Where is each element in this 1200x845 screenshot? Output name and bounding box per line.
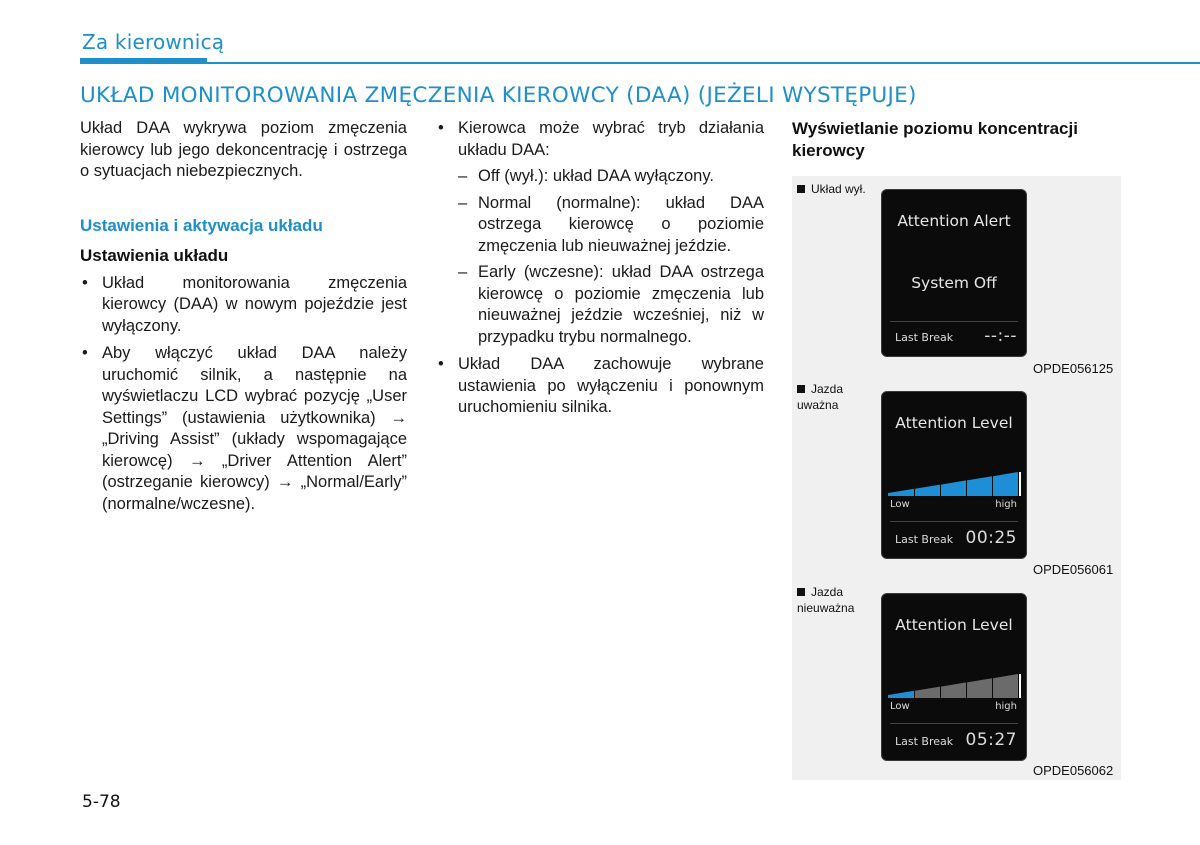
figure-code: OPDE056061 bbox=[1033, 562, 1114, 577]
bullet-item: • Kierowca może wybrać tryb działania układu DAA: bbox=[436, 118, 764, 161]
last-break-label: Last Break bbox=[895, 735, 954, 748]
figure-code: OPDE056125 bbox=[1033, 361, 1114, 376]
figure-label: Jazda nieuważna bbox=[797, 585, 855, 615]
dash-item: – Early (wczesne): układ DAA ostrzega kierowcę o poziomie zmęczenia lub nieuważnej jeździe wcześniej, niż w przypadku trybu normalnego. bbox=[456, 262, 764, 348]
figure-label: Jazda uważna bbox=[797, 382, 844, 412]
screen-title: Attention Alert bbox=[897, 212, 1011, 230]
square-bullet-icon bbox=[797, 588, 805, 596]
level-segment bbox=[941, 480, 966, 496]
level-segment bbox=[967, 678, 992, 698]
dash-item: – Normal (normalne): układ DAA ostrzega kierowcę o poziomie zmęczenia lub nieuważnej jeździe. bbox=[456, 193, 764, 258]
intro-text: Układ DAA wykrywa poziom zmęczenia kierowcy lub jego dekoncentrację i ostrzega o sytuacjach niebezpiecznych. bbox=[80, 119, 407, 180]
last-break-time: --:-- bbox=[984, 326, 1017, 346]
level-segment bbox=[915, 687, 940, 698]
level-segment bbox=[993, 472, 1018, 496]
level-segment bbox=[888, 489, 914, 496]
level-segment bbox=[941, 682, 966, 698]
subheading-settings-activation: Ustawienia i aktywacja układu bbox=[80, 215, 323, 235]
square-bullet-icon bbox=[797, 185, 805, 193]
bullet-item: • Układ monitorowania zmęczenia kierowcy (DAA) w nowym pojeździe jest wyłączony. bbox=[80, 273, 407, 338]
level-low-label: Low bbox=[890, 701, 910, 712]
square-bullet-icon bbox=[797, 385, 805, 393]
figure-label: Układ wył. bbox=[797, 181, 867, 197]
screen-status: System Off bbox=[911, 274, 997, 292]
level-end-marker bbox=[1019, 472, 1021, 496]
lcd-screen-off bbox=[881, 189, 1027, 357]
last-break-label: Last Break bbox=[895, 331, 954, 344]
bullet-item: • Układ DAA zachowuje wybrane ustawienia po wyłączeniu i ponownym uruchomieniu silnika. bbox=[436, 354, 764, 419]
last-break-time: 05:27 bbox=[965, 730, 1017, 750]
bullet-item: • Aby włączyć układ DAA należy uruchomić silnik, a następnie na wyświetlaczu LCD wybrać pozycję „User Settings” (ustawienia użytkownika) → „Driving Assist” (układy wspomagające kierowcę) → „Driver Attention Alert” (ostrzeganie kierowcy) → „Normal/Early” (normalne/wczesne). bbox=[80, 343, 407, 515]
lcd-screen-attentive bbox=[881, 391, 1027, 559]
last-break-label: Last Break bbox=[895, 533, 954, 546]
subheading-system-settings: Ustawienia układu bbox=[80, 246, 229, 265]
page-title: UKŁAD MONITOROWANIA ZMĘCZENIA KIEROWCY (DAA) (JEŻELI WYSTĘPUJE) bbox=[80, 83, 917, 108]
page-number: 5-78 bbox=[82, 792, 121, 812]
figure-code: OPDE056062 bbox=[1033, 763, 1114, 778]
header-rule bbox=[80, 62, 1200, 64]
lcd-screen-inattentive bbox=[881, 593, 1027, 761]
level-segment bbox=[967, 476, 992, 496]
column-2 bbox=[436, 118, 764, 419]
level-low-label: Low bbox=[890, 499, 910, 510]
header-rule-accent bbox=[80, 58, 207, 64]
screen-divider bbox=[890, 521, 1018, 522]
attention-level-bar bbox=[888, 674, 1022, 700]
screen-divider bbox=[890, 321, 1018, 322]
screen-title: Attention Level bbox=[895, 414, 1013, 432]
level-high-label: high bbox=[995, 499, 1017, 510]
level-end-marker bbox=[1019, 674, 1021, 698]
last-break-time: 00:25 bbox=[965, 528, 1017, 548]
dash-item: – Off (wył.): układ DAA wyłączony. bbox=[456, 166, 764, 188]
attention-level-bar bbox=[888, 472, 1022, 498]
screen-title: Attention Level bbox=[895, 616, 1013, 634]
column-1 bbox=[80, 118, 407, 515]
level-segment bbox=[888, 691, 914, 698]
level-high-label: high bbox=[995, 701, 1017, 712]
section-label: Za kierownicą bbox=[82, 30, 225, 54]
screen-divider bbox=[890, 723, 1018, 724]
level-segment bbox=[993, 674, 1018, 698]
subheading-concentration-display: Wyświetlanie poziomu koncentracji kierowcy bbox=[792, 119, 1078, 160]
level-segment bbox=[915, 485, 940, 496]
